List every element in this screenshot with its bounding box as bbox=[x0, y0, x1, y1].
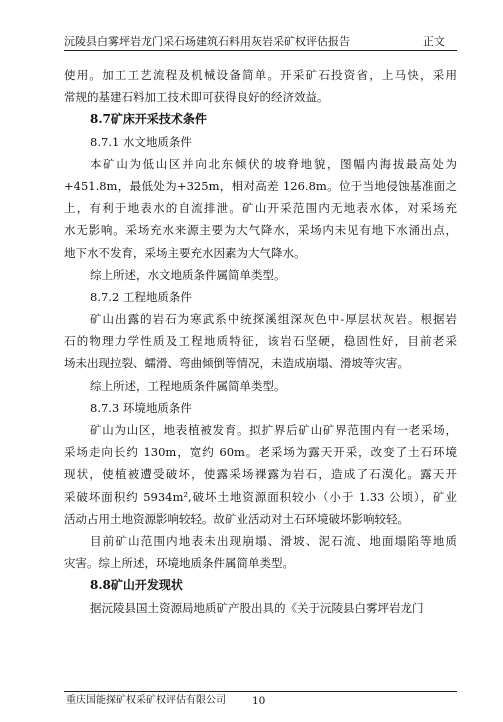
paragraph-line: 目前矿山范围内地表未出现崩塌、滑坡、泥石流、地面塌陷等地质 bbox=[90, 533, 457, 548]
paragraph-line: 上，有利于地表水的自流排泄。矿山开采范围内无地表水体，对采场充 bbox=[64, 201, 457, 216]
paragraph-line: 灾害。综上所述，环境地质条件属简单类型。 bbox=[64, 556, 294, 571]
subsection-heading-8-7-2: 8.7.2 工程地质条件 bbox=[90, 289, 192, 304]
paragraph-line: 地下水不发育，采场主要充水因素为大气降水。 bbox=[64, 245, 306, 260]
paragraph-line: 矿山出露的岩石为寒武系中统探溪组深灰色中-厚层状灰岩。根据岩 bbox=[90, 312, 457, 327]
paragraph-line: 现状，使植被遭受破坏，使露采场裸露为岩石，造成了石漠化。露天开 bbox=[64, 467, 457, 482]
paragraph-line: 采场走向长约 130m，宽约 60m。老采场为露天开采，改变了土石环境 bbox=[64, 445, 457, 460]
paragraph-line: 场未出现拉裂、蠕滑、弯曲倾倒等情况，未造成崩塌、滑坡等灾害。 bbox=[64, 356, 409, 371]
document-body bbox=[64, 64, 457, 619]
subsection-heading-8-7-3: 8.7.3 环境地质条件 bbox=[90, 400, 192, 415]
paragraph-line: 采破坏面积约 5934m²,破坏土地资源面积较小（小于 1.33 公顷），矿业 bbox=[64, 489, 457, 504]
page-footer bbox=[64, 691, 457, 708]
paragraph-line: 矿山为山区，地表植被发育。拟扩界后矿山矿界范围内有一老采场， bbox=[90, 423, 457, 437]
paragraph-line: +451.8m，最低处为+325m，相对高差 126.8m。位于当地侵蚀基准面之 bbox=[64, 178, 457, 193]
paragraph-line: 使用。加工工艺流程及机械设备简单。开采矿石投资省，上马快，采用 bbox=[64, 68, 457, 82]
paragraph-line: 综上所述，水文地质条件属简单类型。 bbox=[90, 267, 286, 282]
paragraph-line: 据沅陵县国土资源局地质矿产股出具的《关于沅陵县白雾坪岩龙门 bbox=[90, 600, 424, 615]
page-number: 10 bbox=[252, 695, 266, 707]
paragraph-line: 综上所述，工程地质条件属简单类型。 bbox=[90, 378, 286, 393]
footer-company: 重庆国能探矿权采矿权评估有限公司 bbox=[66, 695, 226, 706]
paragraph-line: 活动占用土地资源影响较轻。故矿业活动对土石环境破坏影响较轻。 bbox=[64, 511, 409, 526]
section-heading-8-7: 8.7矿床开采技术条件 bbox=[90, 112, 207, 127]
header-section: 正文 bbox=[423, 35, 445, 48]
page-header bbox=[64, 34, 457, 51]
section-heading-8-8: 8.8矿山开发现状 bbox=[90, 578, 183, 593]
header-title: 沅陵县白雾坪岩龙门采石场建筑石料用灰岩采矿权评估报告 bbox=[64, 35, 350, 48]
paragraph-line: 本矿山为低山区并向北东倾伏的坡脊地貌，图幅内海拔最高处为 bbox=[90, 156, 457, 171]
subsection-heading-8-7-1: 8.7.1 水文地质条件 bbox=[90, 134, 192, 149]
paragraph-line: 常规的基建石料加工技术即可获得良好的经济效益。 bbox=[64, 90, 329, 105]
paragraph-line: 石的物理力学性质及工程地质特征，该岩石坚硬，稳固性好，目前老采 bbox=[64, 334, 457, 349]
paragraph-line: 水无影响。采场充水来源主要为大气降水，采场内未见有地下水涌出点， bbox=[64, 223, 457, 238]
